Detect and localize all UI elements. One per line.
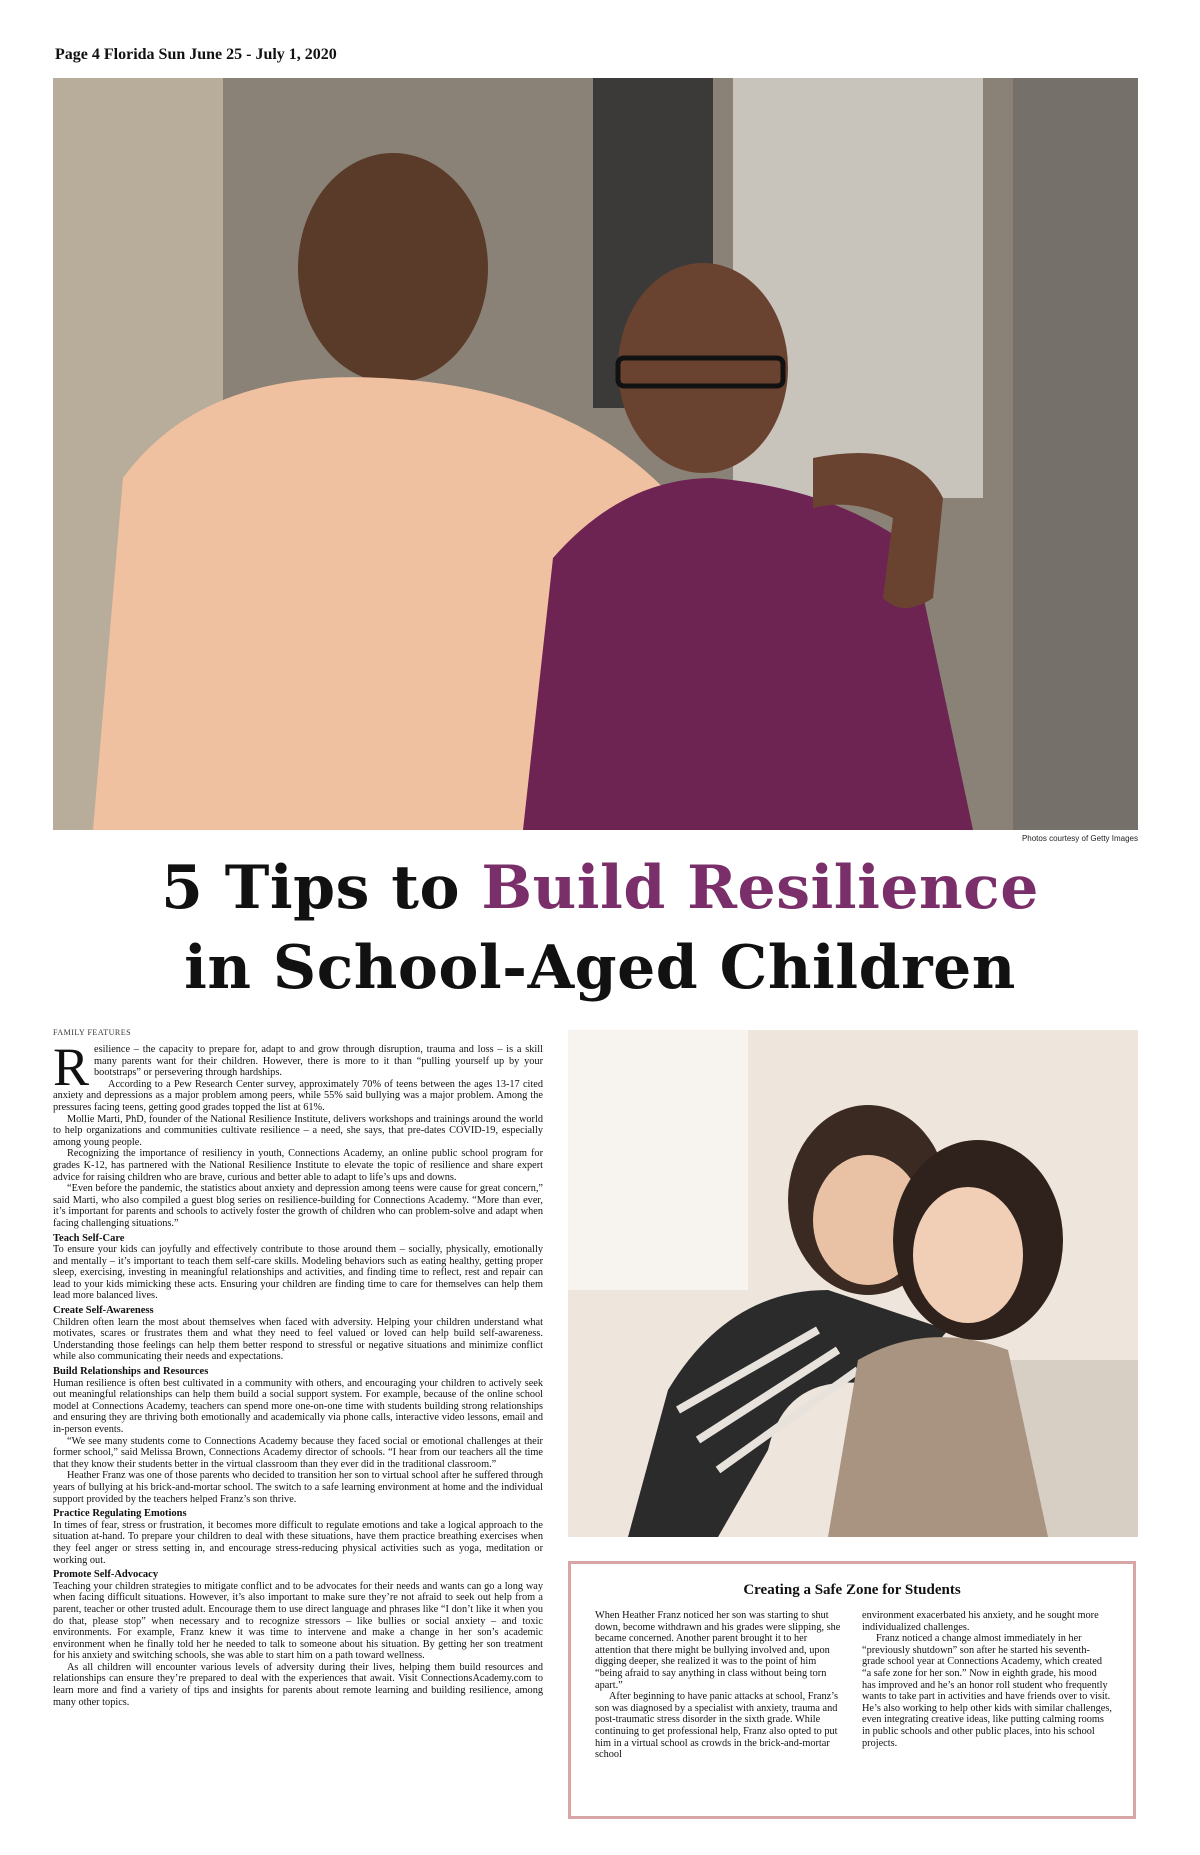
article-paragraph: In times of fear, stress or frustration, it becomes more difficult to regulate emotions and take a logical approach to the situation at-hand. To prepare your children to deal with these situations, have them practice breathing exercises when they feel anger or stress setting in, and encourage stress-reducing physical activities such as yoga, meditation or working out. <box>53 1519 543 1566</box>
article-body <box>53 1037 543 1708</box>
article-paragraph: Mollie Marti, PhD, founder of the National Resilience Institute, delivers workshops and trainings around the world to help organizations and communities cultivate resilience – a need, she says, that pre-dates COVID-19, especially among young people. <box>53 1113 543 1148</box>
headline-line-1 <box>40 853 1160 923</box>
article-paragraph: Resilience – the capacity to prepare for, adapt to and grow through disruption, trauma and loss – is a skill many parents want for their children. However, there is more to it than “pulling yourself up by your bootstraps” or persevering through hardships. <box>53 1037 543 1097</box>
sidebar-paragraph: environment exacerbated his anxiety, and he sought more individualized challenges. <box>862 1610 1099 1633</box>
article-paragraph: “Even before the pandemic, the statistics about anxiety and depression among teens were cause for great concern,” said Marti, who also compiled a guest blog series on resilience-building for Connections Academy. “More than ever, it’s important for parents and schools to actively foster the growth of children who can problem-solve and adapt when facing challenging situations.” <box>53 1183 543 1229</box>
article-paragraph: According to a Pew Research Center survey, approximately 70% of teens between the ages 13-17 cited anxiety and depressions as a major problem among peers, while 55% said bullying was a major problem. Among the pressures facing teens, getting good grades topped the list at 61%. <box>53 1078 543 1113</box>
drop-cap: R <box>53 1037 90 1097</box>
article-paragraph: As all children will encounter various levels of adversity during their lives, helping them build resources and relationships can ensure they’re prepared to deal with the experiences that await. Visit ConnectionsAcademy.com to learn more and find a variety of tips and insights for parents about remote learning and building resilience, among many other topics. <box>53 1661 543 1708</box>
article-paragraph: Heather Franz was one of those parents who decided to transition her son to virtual school after he suffered through years of bullying at his brick-and-mortar school. The switch to a safe learning environment at home and the individual support provided by the teachers helped Franz’s son thrive. <box>53 1470 543 1505</box>
article-paragraph: “We see many students come to Connections Academy because they faced social or emotional challenges at their former school,” said Melissa Brown, Connections Academy director of schools. “I hear from our teachers all the time that they know their students better in the virtual classroom than they ever did in the traditional classroom.” <box>53 1435 543 1470</box>
section-heading: Practice Regulating Emotions <box>53 1508 187 1520</box>
article-paragraph: Human resilience is often best cultivated in a community with others, and encouraging your children to actively seek out meaningful relationships can help them build a social support system. For example, because of the online school model at Connections Academy, teachers can spend more one-on-one time with students building strong relationships and ensuring they are thriving both emotionally and academically via phone calls, interactive video lessons, email and in-person events. <box>53 1377 543 1435</box>
section-heading: Build Relationships and Resources <box>53 1366 209 1378</box>
headline-line-1-start: 5 Tips to <box>161 853 482 923</box>
article-paragraph: Children often learn the most about themselves when faced with adversity. Helping your children understand what motivates, scares or frustrates them and what they need to feel valued or loved can help build self-awareness. Understanding those feelings can help them better respond to stressful or negative situations and minimize conflict while also communicating their needs and expectations. <box>53 1316 543 1363</box>
sidebar-right-column <box>862 1610 1112 1749</box>
section-heading: Create Self-Awareness <box>53 1305 154 1317</box>
headline-line-2: in School-Aged Children <box>184 933 1016 1003</box>
page-folio: Page 4 Florida Sun June 25 - July 1, 2020 <box>55 46 337 63</box>
sidebar-box <box>568 1561 1136 1819</box>
sidebar-paragraph: When Heather Franz noticed her son was starting to shut down, become withdrawn and his grades were slipping, she became concerned. Another parent brought it to her attention that there might be bullying involved and, upon digging deeper, she realized it was to the point of him “being afraid to say anything in class without being torn apart.” <box>595 1610 841 1691</box>
article-paragraph: Recognizing the importance of resiliency in youth, Connections Academy, an online public school program for grades K-12, has partnered with the National Resilience Institute to elevate the topic of resilience and share expert advice for raising children who are brave, curious and better able to adapt to life’s ups and downs. <box>53 1148 543 1183</box>
sidebar-paragraph: After beginning to have panic attacks at school, Franz’s son was diagnosed by a specialist with anxiety, trauma and post-traumatic stress disorder in the sixth grade. While continuing to get professional help, Franz also opted to put him in a virtual school as crowds in the brick-and-mortar school <box>595 1691 839 1761</box>
sidebar-title: Creating a Safe Zone for Students <box>743 1582 961 1598</box>
father-son-photo <box>53 78 1138 830</box>
article-paragraph: To ensure your kids can joyfully and effectively contribute to those around them – socially, physically, emotionally and mentally – it’s important to teach them self-care skills. Modeling behaviors such as eating healthy, getting proper sleep, exercising, investing in meaningful relationships and activities, and finding time to reflect, rest and repair can lead to your kids mimicking these acts. Ensuring your children are finding time to care for themselves can help them lead more balanced lives. <box>53 1244 543 1302</box>
section-heading: Teach Self-Care <box>53 1232 125 1244</box>
mother-daughter-photo <box>568 1030 1138 1537</box>
headline-accent: Build Resilience <box>481 853 1039 923</box>
photo-credit: Photos courtesy of Getty Images <box>1021 834 1138 843</box>
sidebar-paragraph: Franz noticed a change almost immediately in her “previously shutdown” son after he started his seventh-grade school year at Connections Academy, which created “a safe zone for her son.” Now in eighth grade, his mood has improved and he’s an honor roll student who frequently wants to take part in activities and have friends over to visit. He’s also working to help other kids with similar challenges, even integrating creative ideas, like putting calming rooms in public schools and other public places, into his school projects. <box>862 1633 1112 1749</box>
kicker: FAMILY FEATURES <box>53 1028 132 1037</box>
article-paragraph: Teaching your children strategies to mitigate conflict and to be advocates for their needs and wants can go a long way when facing difficult situations. However, it’s also important to make sure they’re not afraid to seek out help from a parent, teacher or other trusted adult. Encourage them to use direct language and phrases like “I don’t like it when you do that, please stop” when necessary and to recognize stressors – like bullies or social anxiety – and toxic environments. For example, Franz knew it was time to intervene and make a change in her son’s academic environment when he finally told her he needed to talk to someone about his situation. By getting her son treatment for his anxiety and switching schools, she was able to start him on a path toward wellness. <box>53 1580 543 1662</box>
sidebar-left-column <box>595 1610 845 1761</box>
section-heading: Promote Self-Advocacy <box>53 1569 159 1581</box>
